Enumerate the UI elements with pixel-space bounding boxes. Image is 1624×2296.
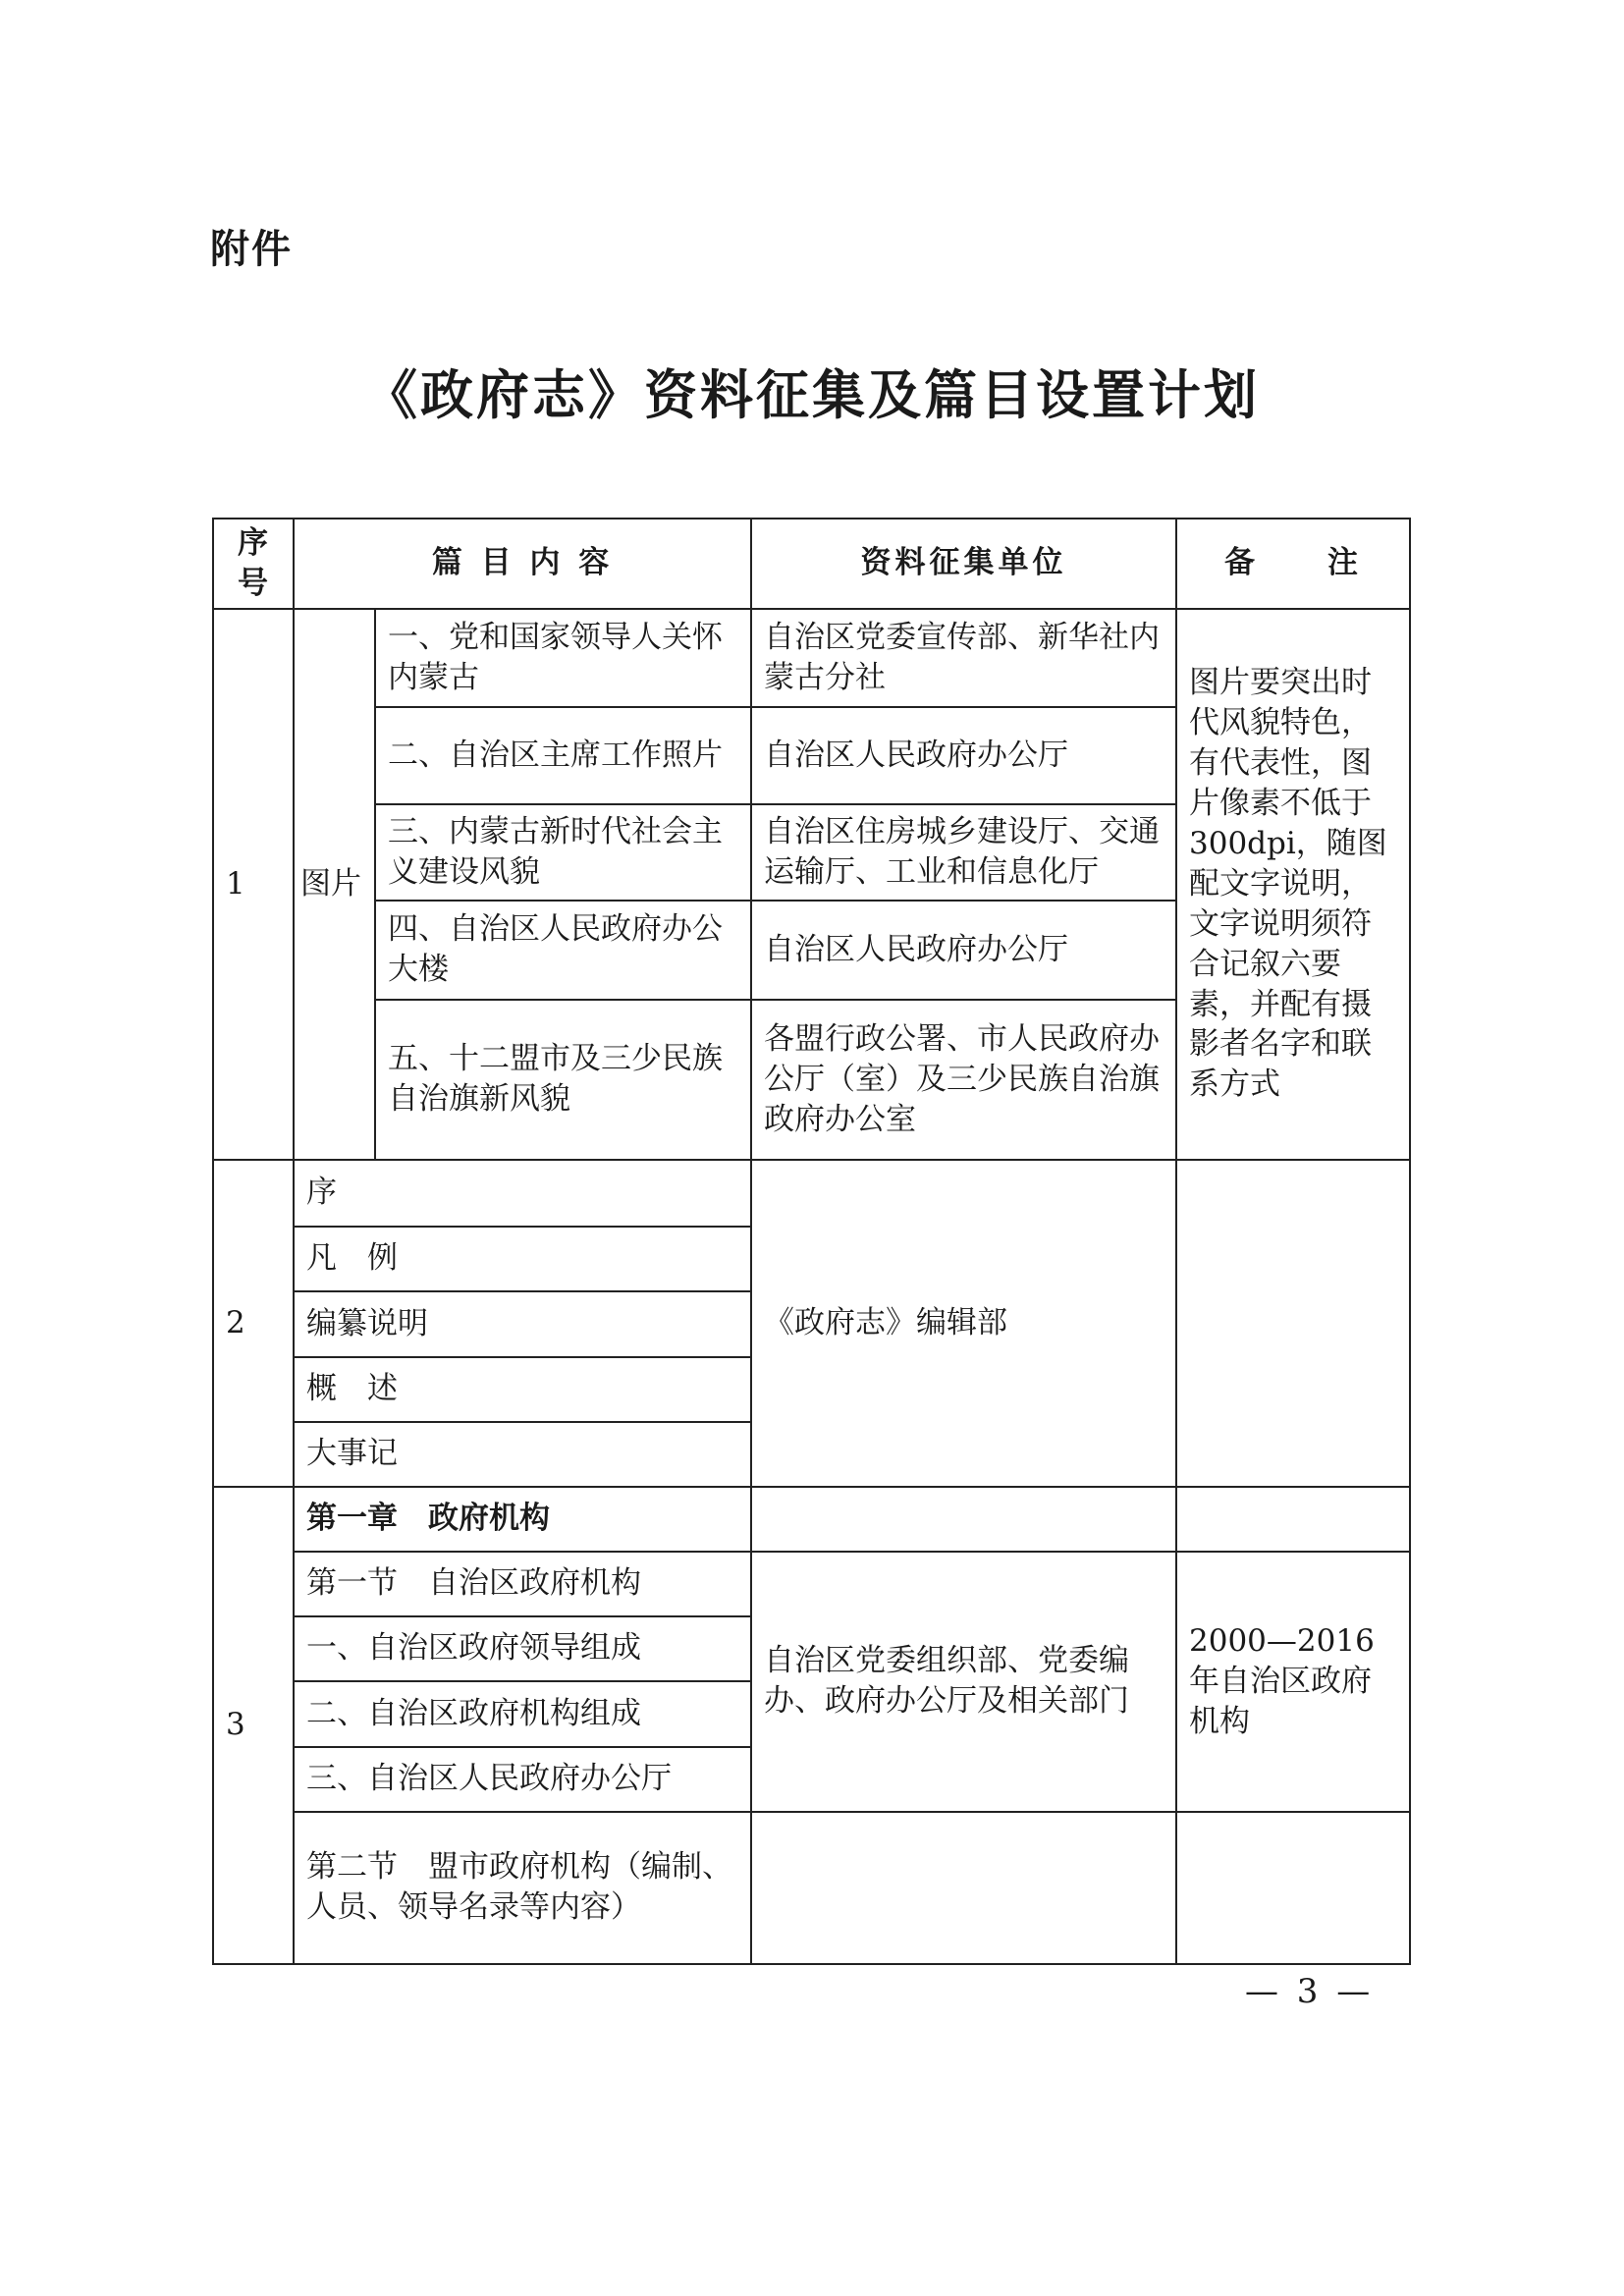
note-cell: 图片要突出时代风貌特色，有代表性，图片像素不低于300dpi，随图配文字说明，文字说明须符合记叙六要素，并配有摄影者名字和联系方式 <box>1176 609 1410 1160</box>
content-cell: 二、自治区政府机构组成 <box>294 1681 751 1747</box>
section-title: 第一节 自治区政府机构 <box>294 1552 751 1616</box>
content-cell: 编纂说明 <box>294 1291 751 1357</box>
unit-cell: 自治区人民政府办公厅 <box>751 707 1176 804</box>
content-cell: 一、自治区政府领导组成 <box>294 1616 751 1681</box>
content-cell: 三、内蒙古新时代社会主义建设风貌 <box>375 804 751 901</box>
content-cell: 五、十二盟市及三少民族自治旗新风貌 <box>375 1000 751 1160</box>
table-row <box>213 1487 1410 1552</box>
document-title: 《政府志》资料征集及篇目设置计划 <box>364 363 1260 426</box>
section-title: 第二节 盟市政府机构（编制、人员、领导名录等内容） <box>294 1812 751 1964</box>
note-cell <box>1176 1160 1410 1487</box>
table-row <box>213 1160 1410 1227</box>
table-row <box>213 609 1410 707</box>
unit-cell: 自治区人民政府办公厅 <box>751 901 1176 1000</box>
unit-cell: 《政府志》编辑部 <box>751 1160 1176 1487</box>
content-cell: 四、自治区人民政府办公大楼 <box>375 901 751 1000</box>
col-header-content: 篇 目 内 容 <box>294 519 751 609</box>
section-number: 2 <box>213 1160 294 1487</box>
table-row <box>213 1812 1410 1964</box>
col-header-no: 序号 <box>213 519 294 609</box>
chapter-title: 第一章 政府机构 <box>294 1487 751 1552</box>
content-cell: 凡 例 <box>294 1227 751 1291</box>
col-header-note: 备 注 <box>1176 519 1410 609</box>
note-cell <box>1176 1812 1410 1964</box>
content-cell: 一、党和国家领导人关怀内蒙古 <box>375 609 751 707</box>
unit-cell: 自治区住房城乡建设厅、交通运输厅、工业和信息化厅 <box>751 804 1176 901</box>
note-cell: 2000—2016 年自治区政府机构 <box>1176 1552 1410 1812</box>
table-header-row <box>213 519 1410 609</box>
content-cell: 序 <box>294 1160 751 1227</box>
content-cell: 二、自治区主席工作照片 <box>375 707 751 804</box>
attachment-label: 附件 <box>210 227 293 272</box>
section-number: 1 <box>213 609 294 1160</box>
unit-cell: 各盟行政公署、市人民政府办公厅（室）及三少民族自治旗政府办公室 <box>751 1000 1176 1160</box>
unit-cell: 自治区党委组织部、党委编办、政府办公厅及相关部门 <box>751 1552 1176 1812</box>
content-cell: 概 述 <box>294 1357 751 1422</box>
col-header-unit: 资料征集单位 <box>751 519 1176 609</box>
unit-cell <box>751 1487 1176 1552</box>
unit-cell: 自治区党委宣传部、新华社内蒙古分社 <box>751 609 1176 707</box>
section-number: 3 <box>213 1487 294 1964</box>
section-category: 图片 <box>294 609 375 1160</box>
page-number: — 3 — <box>1245 1972 1375 2011</box>
plan-table <box>212 518 1411 1965</box>
note-cell <box>1176 1487 1410 1552</box>
content-cell: 大事记 <box>294 1422 751 1487</box>
table-row <box>213 1552 1410 1616</box>
content-cell: 三、自治区人民政府办公厅 <box>294 1747 751 1812</box>
unit-cell <box>751 1812 1176 1964</box>
